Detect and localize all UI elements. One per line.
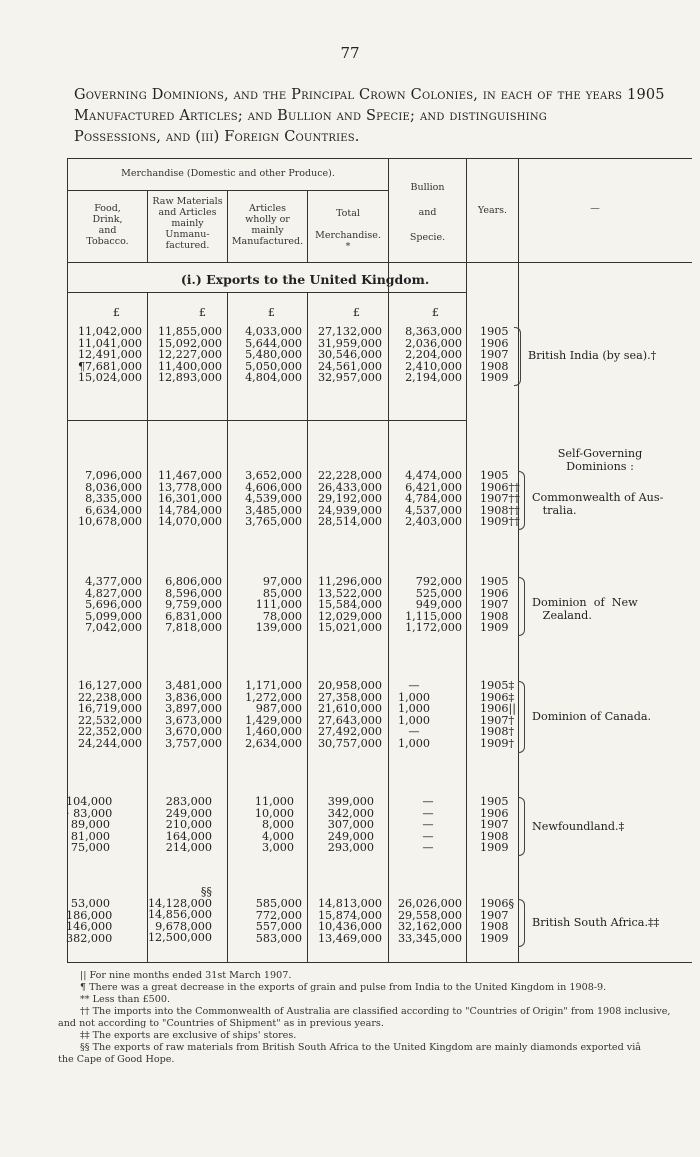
canada-food: 16,127,000 22,238,000 16,719,000 22,532,000 22,352,000 24,244,000 <box>77 679 142 750</box>
header-raw: Raw Materials and Articles mainly Unmanu- factured. <box>152 196 223 251</box>
heading-line-1: Governing Dominions, and the Principal Crown Colonies, in each of the years 1905 <box>74 87 665 103</box>
newfoundland-food: 104,000 · 83,000 89,000 81,000 75,000 <box>66 795 113 855</box>
india-brace <box>514 327 521 386</box>
section-bottom-rule <box>67 292 467 293</box>
south-africa-raw: §§ 14,128,000 14,856,000 9,678,000 12,500,000 <box>147 885 212 945</box>
currency-raw: £ <box>198 306 206 319</box>
newfoundland-raw: 283,000 249,000 210,000 164,000 214,000 <box>165 795 212 855</box>
header-merchandise: Merchandise (Domestic and other Produce). <box>121 168 335 179</box>
india-years: 1905 1906 1907 1908 1909 <box>480 325 509 385</box>
newfoundland-brace <box>518 797 525 856</box>
south-africa-name: British South Africa.‡‡ <box>532 916 660 929</box>
heading-line-2: Manufactured Articles; and Bullion and Specie; and distinguishing <box>74 108 547 124</box>
nz-articles: 97,000 85,000 111,000 78,000 139,000 <box>255 575 302 635</box>
table-bottom-rule <box>67 962 692 963</box>
australia-total: 22,228,000 26,433,000 29,192,000 24,939,000 28,514,000 <box>317 469 382 529</box>
canada-years: 1905‡ 1906‡ 1906|| 1907† 1908† 1909† <box>480 679 517 750</box>
canada-brace <box>518 681 525 753</box>
south-africa-bullion: 26,026,000 29,558,000 32,162,000 33,345,000 <box>397 897 462 945</box>
nz-name: Dominion of New Zealand. <box>532 596 638 622</box>
newfoundland-bullion: — — — — — <box>422 795 434 855</box>
heading-line-3: Possessions, and (iii) Foreign Countries. <box>74 129 360 145</box>
footnote-1: || For nine months ended 31st March 1907. <box>80 970 292 981</box>
newfoundland-articles: 11,000 10,000 8,000 4,000 3,000 <box>254 795 294 855</box>
canada-name: Dominion of Canada. <box>532 710 652 723</box>
currency-food: £ <box>112 306 120 319</box>
section-title: (i.) Exports to the United Kingdom. <box>180 272 430 287</box>
south-africa-food: 53,000 186,000 146,000 382,000 <box>66 897 113 945</box>
table-top-rule <box>67 158 692 159</box>
australia-name: Commonwealth of Aus- tralia. <box>532 491 664 517</box>
australia-food: 7,096,000 8,036,000 8,335,000 6,634,000 10,678,000 <box>77 469 142 529</box>
australia-articles: 3,652,000 4,606,000 4,539,000 3,485,000 3,765,000 <box>245 469 302 529</box>
australia-years: 1905 1906†† 1907†† 1908†† 1909†† <box>480 469 520 529</box>
india-total: 27,132,000 31,959,000 30,546,000 24,561,000 32,957,000 <box>317 325 382 385</box>
nz-bullion: 792,000 525,000 949,000 1,115,000 1,172,000 <box>405 575 462 635</box>
header-total: Total Merchandise. * <box>315 208 381 252</box>
nz-food: 4,377,000 4,827,000 5,696,000 5,099,000 7,042,000 <box>85 575 142 635</box>
currency-total: £ <box>352 306 360 319</box>
page-number: 77 <box>340 44 360 62</box>
footnote-5: and not according to "Countries of Shipment" as in previous years. <box>58 1018 384 1029</box>
footnote-3: ** Less than £500. <box>80 994 171 1005</box>
south-africa-years: 1906§ 1907 1908 1909 <box>480 897 515 945</box>
india-rule <box>67 420 467 421</box>
header-food: Food, Drink, and Tobacco. <box>86 203 129 247</box>
nz-raw: 6,806,000 8,596,000 9,759,000 6,831,000 7,818,000 <box>165 575 222 635</box>
footnote-8: the Cape of Good Hope. <box>58 1054 175 1065</box>
currency-articles: £ <box>267 306 275 319</box>
footnote-6: ‡‡ The exports are exclusive of ships' stores. <box>80 1030 297 1041</box>
india-name: British India (by sea).† <box>528 349 657 362</box>
footnote-4: †† The imports into the Commonwealth of Australia are classified according to "Countries of Origin" from 1908 inclusive, <box>80 1006 671 1017</box>
header-bullion: Bullion and Specie. <box>409 182 446 243</box>
india-articles: 4,033,000 5,644,000 5,480,000 5,050,000 4,804,000 <box>245 325 302 385</box>
australia-brace <box>518 471 525 530</box>
header-dash: — <box>590 203 600 214</box>
header-bottom-rule <box>67 262 692 263</box>
col-rule-5 <box>466 158 467 963</box>
canada-raw: 3,481,000 3,836,000 3,897,000 3,673,000 3,670,000 3,757,000 <box>165 679 222 750</box>
newfoundland-name: Newfoundland.‡ <box>532 820 625 833</box>
india-bullion: 8,363,000 2,036,000 2,204,000 2,410,000 2,194,000 <box>405 325 462 385</box>
footnote-7: §§ The exports of raw materials from British South Africa to the United Kingdom are mainly diamonds exported viâ <box>80 1042 642 1053</box>
india-food: 11,042,000 11,041,000 12,491,000 ¶7,681,000 15,024,000 <box>77 325 142 385</box>
south-africa-brace <box>518 899 525 947</box>
nz-years: 1905 1906 1907 1908 1909 <box>480 575 509 635</box>
currency-bullion: £ <box>431 306 439 319</box>
india-raw: 11,855,000 15,092,000 12,227,000 11,400,000 12,893,000 <box>157 325 222 385</box>
south-africa-articles: 585,000 772,000 557,000 583,000 <box>255 897 302 945</box>
nz-brace <box>518 577 525 636</box>
header-articles: Articles wholly or mainly Manufactured. <box>231 203 304 247</box>
self-governing-label: Self-Governing Dominions : <box>557 447 643 473</box>
nz-total: 11,296,000 13,522,000 15,584,000 12,029,000 15,021,000 <box>317 575 382 635</box>
canada-articles: 1,171,000 1,272,000 987,000 1,429,000 1,460,000 2,634,000 <box>245 679 302 750</box>
newfoundland-total: 399,000 342,000 307,000 249,000 293,000 <box>327 795 374 855</box>
footnote-2: ¶ There was a great decrease in the exports of grain and pulse from India to the United Kingdom in 1908-9. <box>80 982 607 993</box>
newfoundland-years: 1905 1906 1907 1908 1909 <box>480 795 509 855</box>
canada-bullion: — 1,000 1,000 1,000 — 1,000 <box>397 679 431 750</box>
australia-bullion: 4,474,000 6,421,000 4,784,000 4,537,000 2,403,000 <box>405 469 462 529</box>
australia-raw: 11,467,000 13,778,000 16,301,000 14,784,000 14,070,000 <box>157 469 222 529</box>
south-africa-total: 14,813,000 15,874,000 10,436,000 13,469,000 <box>317 897 382 945</box>
header-years: Years. <box>477 205 508 216</box>
canada-total: 20,958,000 27,358,000 21,610,000 27,643,000 27,492,000 30,757,000 <box>317 679 382 750</box>
